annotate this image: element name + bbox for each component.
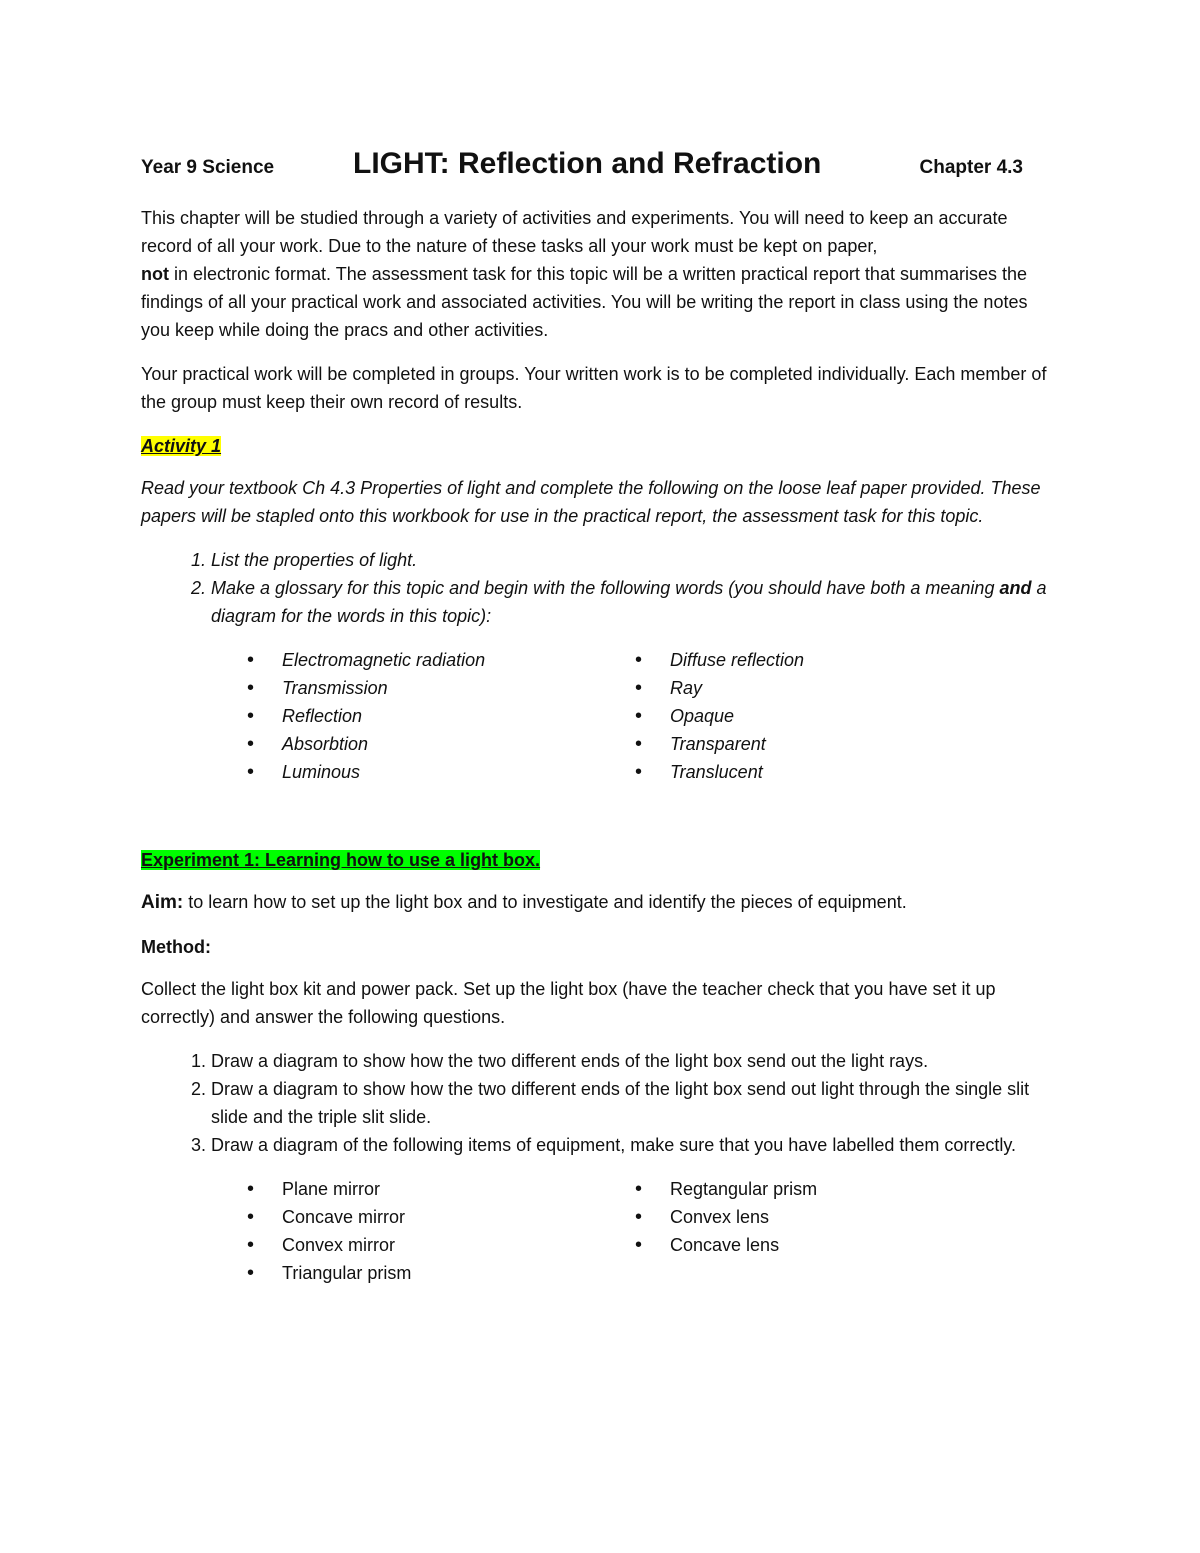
group-note-paragraph: Your practical work will be completed in groups. Your written work is to be completed individually. Each member of the group must keep their own record of results. (141, 364, 1047, 412)
aim-text: to learn how to set up the light box and to investigate and identify the pieces of equipment. (183, 892, 907, 912)
method-step: 1. Draw a diagram to show how the two different ends of the light box send out the light rays. (211, 1047, 1061, 1075)
header-subject: Year 9 Science (141, 157, 275, 178)
task2-text-1: Make a glossary for this topic and begin with the following words (you should have both a meaning (211, 578, 1000, 598)
intro-emphasis: not (141, 264, 169, 284)
task2-text-2: a diagram for the words in this topic): (211, 578, 1047, 626)
glossary-word: • Ray (635, 674, 1035, 702)
header-chapter: Chapter 4.3 (919, 157, 1023, 178)
glossary-word: • Opaque (635, 702, 1035, 730)
method-step: 3. Draw a diagram of the following items of equipment, make sure that you have labelled them correctly. (211, 1131, 1061, 1159)
page-content (141, 140, 1061, 1303)
glossary-word: • Electromagnetic radiation (141, 646, 635, 674)
section-spacer (141, 802, 1061, 846)
equipment-item: • Regtangular prism (635, 1175, 1035, 1203)
activity1-task-list (141, 546, 1061, 630)
glossary-word: • Diffuse reflection (635, 646, 1035, 674)
equipment-item: • Convex lens (635, 1203, 1035, 1231)
method-step: 2. Draw a diagram to show how the two different ends of the light box send out light through the single slit slide and the triple slit slide. (211, 1075, 1061, 1131)
aim-paragraph (141, 888, 1061, 917)
glossary-column-2 (635, 646, 1035, 786)
glossary-word: • Translucent (635, 758, 1035, 786)
intro-text-2: in electronic format. The assessment task for this topic will be a written practical report that summarises the findings of all your practical work and associated activities. You will be writing the report in class using the notes you keep while doing the pracs and other activities. (141, 264, 1028, 340)
method-label: Method: (141, 937, 211, 957)
intro-paragraph (141, 204, 1061, 344)
equipment-item: • Concave mirror (141, 1203, 635, 1231)
activity1-instructions: Read your textbook Ch 4.3 Properties of light and complete the following on the loose leaf paper provided. These papers will be stapled onto this workbook for use in the practical report, the assessment task for this topic. (141, 478, 1041, 526)
equipment-list (141, 1175, 1061, 1287)
glossary-word: • Absorbtion (141, 730, 635, 758)
activity1-task-item (211, 574, 1061, 630)
activity1-heading (141, 432, 1061, 460)
glossary-word: • Reflection (141, 702, 635, 730)
glossary-word-list (141, 646, 1061, 786)
equipment-item: • Concave lens (635, 1231, 1035, 1259)
method-paragraph: Collect the light box kit and power pack. Set up the light box (have the teacher check that you have set it up correctly) and answer the following questions. (141, 979, 996, 1027)
method-step-list (141, 1047, 1061, 1159)
activity1-task-item: 1. List the properties of light. (211, 546, 1061, 574)
equipment-item: • Convex mirror (141, 1231, 635, 1259)
glossary-word: • Transparent (635, 730, 1035, 758)
equipment-column-1 (141, 1175, 635, 1287)
glossary-word: • Transmission (141, 674, 635, 702)
page-title: LIGHT: Reflection and Refraction (353, 147, 822, 180)
activity1-heading-text: Activity 1 (141, 436, 222, 456)
page-header (141, 140, 1061, 190)
equipment-item: • Triangular prism (141, 1259, 635, 1287)
equipment-column-2 (635, 1175, 1035, 1287)
experiment1-heading (141, 846, 1061, 874)
glossary-word: • Luminous (141, 758, 635, 786)
task2-emphasis: and (999, 578, 1032, 598)
intro-text-1: This chapter will be studied through a variety of activities and experiments. You will need to keep an accurate record of all your work. Due to the nature of these tasks all your work must be kept on paper, (141, 208, 1008, 256)
aim-label: Aim: (141, 892, 184, 913)
glossary-column-1 (141, 646, 635, 786)
experiment1-heading-text: Experiment 1: Learning how to use a light box. (141, 850, 541, 870)
equipment-item: • Plane mirror (141, 1175, 635, 1203)
